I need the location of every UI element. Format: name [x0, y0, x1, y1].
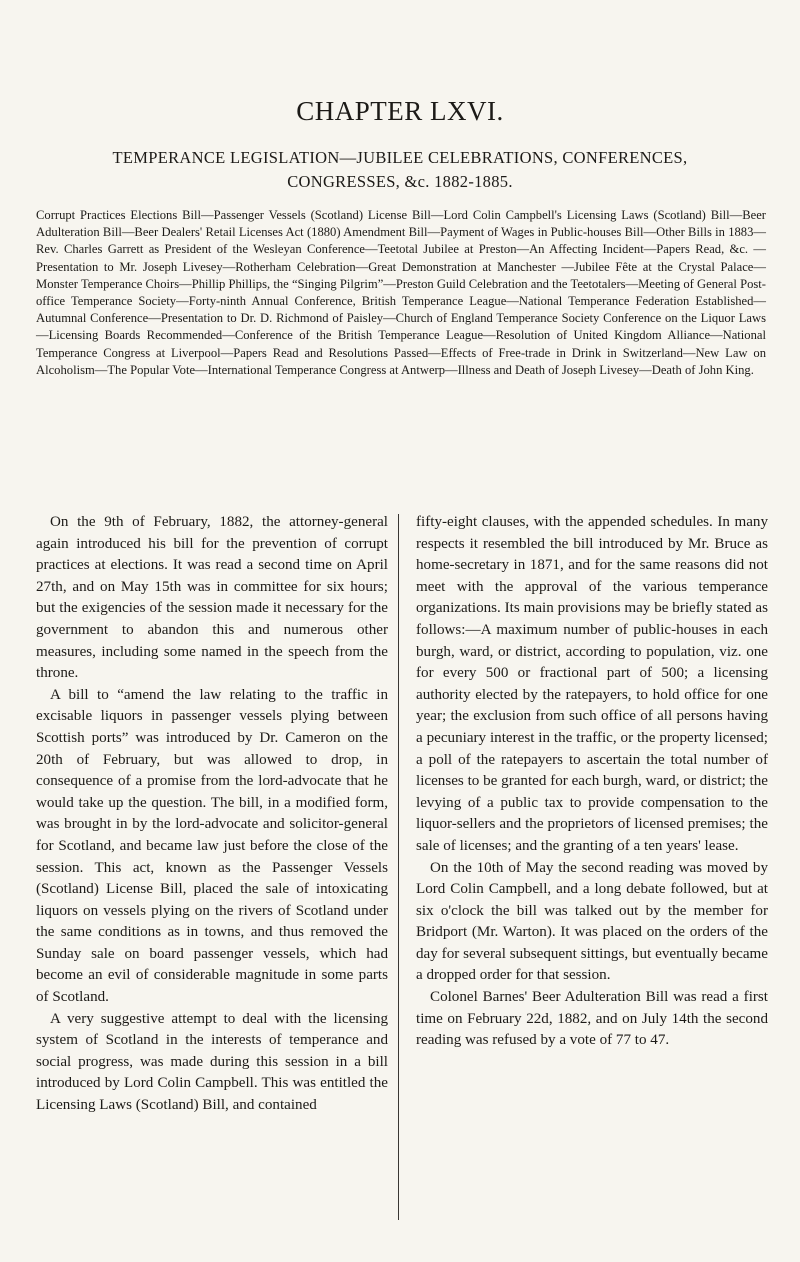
chapter-heading: CHAPTER LXVI. — [296, 96, 504, 126]
paragraph: fifty-eight clauses, with the appended schedules. In many respects it resembled the bill introduced by Mr. Bruce as home-secretary in 1871, and for the same reasons did not meet with the approval of the various temperance organizations. Its main provisions may be briefly stated as follows:—A maximum number of public-houses in each burgh, ward, or district, according to population, viz. one for every 500 or fractional part of 500; a licensing authority elected by the ratepayers, to hold office for one year; the exclusion from such office of all persons having a pecuniary interest in the traffic, or the property licensed; a poll of the ratepayers to ascertain the total number of licenses to be granted for each burgh, ward, or district; the levying of a public tax to provide compensation to the liquor-sellers and the proprietors of licensed premises; the sale of licenses; and the granting of a ten years' lease. — [416, 514, 768, 854]
column-divider — [398, 514, 399, 1220]
chapter-title-line-1: TEMPERANCE LEGISLATION—JUBILEE CELEBRATIONS, CONFERENCES, — [112, 148, 688, 167]
chapter-title — [40, 146, 760, 194]
right-column — [416, 512, 768, 1052]
chapter-title-line-2: CONGRESSES, &c. 1882-1885. — [287, 172, 513, 191]
chapter-summary: Corrupt Practices Elections Bill—Passenger Vessels (Scotland) License Bill—Lord Colin Campbell's Licensing Laws (Scotland) Bill—Beer Adulteration Bill—Beer Dealers' Retail Licenses Act (1880) Amendment Bill—Payment of Wages in Public-houses Bill—Other Bills in 1883—Rev. Charles Garrett as President of the Wesleyan Conference—Teetotal Jubilee at Preston—An Affecting Incident—Papers Read, &c. —Presentation to Mr. Joseph Livesey—Rotherham Celebration—Great Demonstration at Manchester —Jubilee Fête at the Crystal Palace—Monster Temperance Choirs—Phillip Phillips, the “Singing Pilgrim”—Preston Guild Celebration and the Teetotalers—Meeting of General Post-office Temperance Society—Forty-ninth Annual Conference, British Temperance League—National Temperance Federation Established—Autumnal Conference—Presentation to Dr. D. Richmond of Paisley—Church of England Temperance Society Conference on the Liquor Laws—Licensing Boards Recommended—Conference of the British Temperance League—Resolution of United Kingdom Alliance—National Temperance Congress at Liverpool—Papers Read and Resolutions Passed—Effects of Free-trade in Drink in Switzerland—New Law on Alcoholism—The Popular Vote—International Temperance Congress at Antwerp—Illness and Death of Joseph Livesey—Death of John King. — [36, 208, 766, 377]
paragraph: On the 10th of May the second reading was moved by Lord Colin Campbell, and a long debate followed, but at six o'clock the bill was talked out by the member for Bridport (Mr. Warton). It was placed on the orders of the day for several subsequent sittings, but eventually became a dropped order for that session. — [416, 859, 768, 984]
paragraph: Colonel Barnes' Beer Adulteration Bill was read a first time on February 22d, 1882, and on July 14th the second reading was refused by a vote of 77 to 47. — [416, 989, 768, 1049]
paragraph: A bill to “amend the law relating to the traffic in excisable liquors in passenger vessels plying between Scottish ports” was introduced by Dr. Cameron on the 20th of February, but was allowed to drop, in consequence of a promise from the lord-advocate that he would take up the question. The bill, in a modified form, was brought in by the lord-advocate and solicitor-general for Scotland, and became law just before the close of the session. This act, known as the Passenger Vessels (Scotland) License Bill, placed the sale of intoxicating liquors on vessels plying on the rivers of Scotland under the same conditions as in towns, and thus removed the Sunday sale on board passenger vessels, which had become an evil of considerable magnitude in some parts of Scotland. — [36, 686, 388, 1006]
left-column — [36, 512, 388, 1117]
paragraph: A very suggestive attempt to deal with the licensing system of Scotland in the interests of temperance and social progress, was made during this session in a bill introduced by Lord Colin Campbell. This was entitled the Licensing Laws (Scotland) Bill, and contained — [36, 1010, 388, 1114]
paragraph: On the 9th of February, 1882, the attorney-general again introduced his bill for the prevention of corrupt practices at elections. It was read a second time on April 27th, and on May 15th was in committee for six hours; but the exigencies of the session made it necessary for the government to abandon this and numerous other measures, including some named in the speech from the throne. — [36, 514, 388, 682]
